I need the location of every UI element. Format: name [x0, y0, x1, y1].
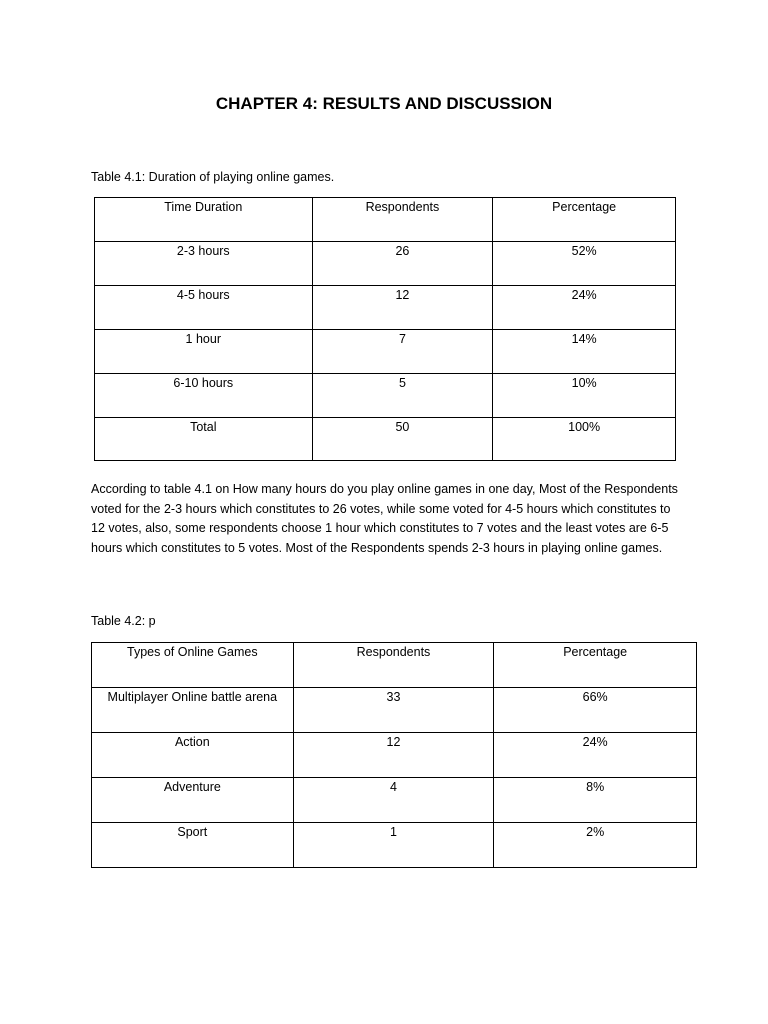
table-cell: Total [95, 418, 313, 461]
table-row [95, 418, 676, 461]
table-cell: 5 [312, 374, 493, 418]
table-caption: Table 4.1: Duration of playing online games. [91, 170, 335, 184]
table-row [95, 286, 676, 330]
table-cell: 24% [493, 286, 676, 330]
table-cell: 4-5 hours [95, 286, 313, 330]
table-cell: 4 [293, 778, 494, 823]
table-cell: 12 [293, 733, 494, 778]
table-cell: Sport [92, 823, 294, 868]
table-cell: Action [92, 733, 294, 778]
table-row [92, 733, 697, 778]
table-cell: 66% [494, 688, 697, 733]
table-cell: 2% [494, 823, 697, 868]
table-row [95, 242, 676, 286]
duration-table [94, 197, 676, 461]
table-cell: 1 hour [95, 330, 313, 374]
table-row [92, 688, 697, 733]
table-cell: 33 [293, 688, 494, 733]
table-cell: 10% [493, 374, 676, 418]
table-row [92, 823, 697, 868]
table-cell: 24% [494, 733, 697, 778]
table-row [95, 330, 676, 374]
table-cell: 52% [493, 242, 676, 286]
table-cell: 8% [494, 778, 697, 823]
table-cell: 2-3 hours [95, 242, 313, 286]
column-header: Types of Online Games [92, 643, 294, 688]
column-header: Respondents [312, 198, 493, 242]
table-row [92, 778, 697, 823]
discussion-paragraph: According to table 4.1 on How many hours do you play online games in one day, Most of the Respondents voted for the 2-3 hours which constitutes to 26 votes, while some voted for 4-5 hours which constitutes to 12 votes, also, some respondents choose 1 hour which constitutes to 7 votes and the least votes are 6-5 hours which constitutes to 5 votes. Most of the Respondents spends 2-3 hours in playing online games. [91, 482, 678, 555]
table-cell: Adventure [92, 778, 294, 823]
page-title: CHAPTER 4: RESULTS AND DISCUSSION [215, 94, 553, 113]
table-cell: 14% [493, 330, 676, 374]
table-cell: 26 [312, 242, 493, 286]
table-header-row [92, 643, 697, 688]
table-cell: 6-10 hours [95, 374, 313, 418]
table-row [95, 374, 676, 418]
table-cell: 1 [293, 823, 494, 868]
column-header: Respondents [293, 643, 494, 688]
column-header: Percentage [494, 643, 697, 688]
column-header: Time Duration [95, 198, 313, 242]
table-cell: 12 [312, 286, 493, 330]
table-cell: Multiplayer Online battle arena [92, 688, 294, 733]
table-caption: Table 4.2: p [91, 614, 156, 628]
game-types-table [91, 642, 697, 868]
table-cell: 50 [312, 418, 493, 461]
table-cell: 7 [312, 330, 493, 374]
table-cell: 100% [493, 418, 676, 461]
table-header-row [95, 198, 676, 242]
column-header: Percentage [493, 198, 676, 242]
